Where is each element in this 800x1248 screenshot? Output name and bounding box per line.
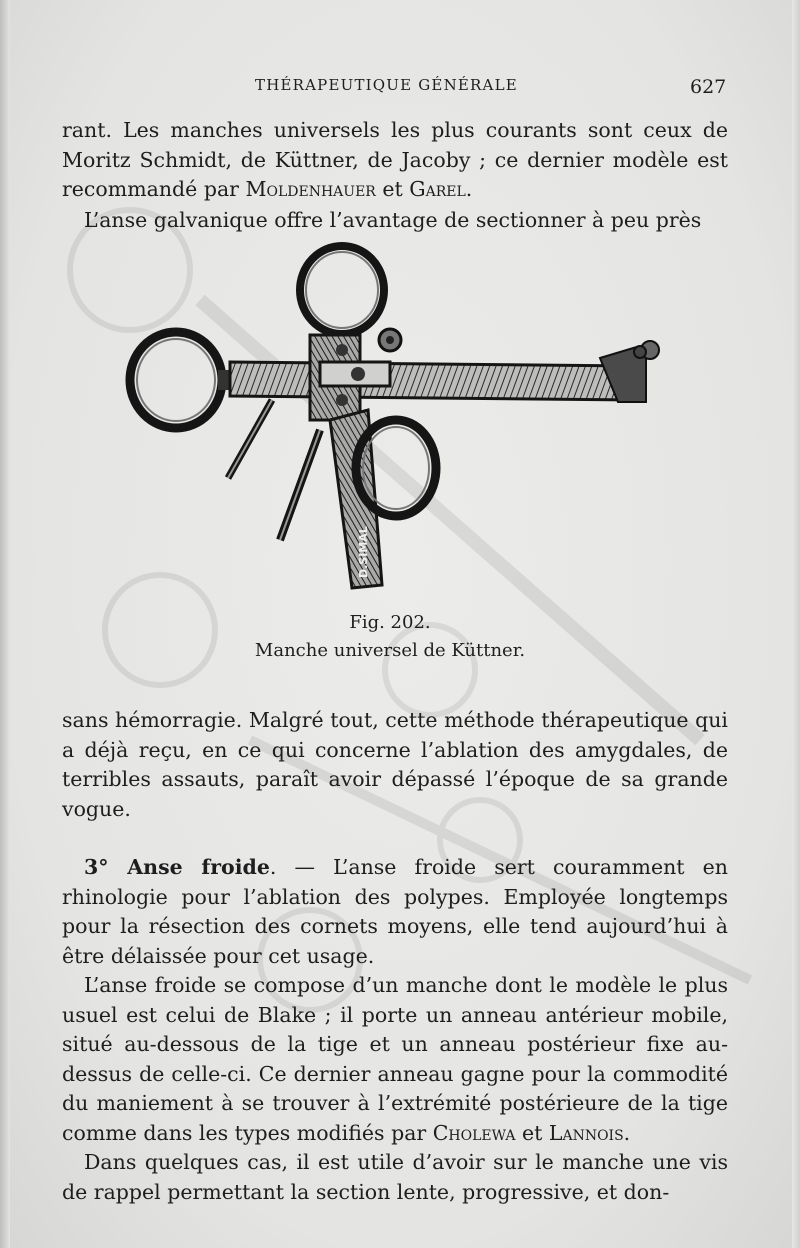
- page-number: 627: [690, 76, 727, 98]
- text-fragment: .: [623, 1120, 631, 1145]
- page-right-edge: [792, 0, 800, 1248]
- paragraph-continuation-top: [62, 116, 728, 205]
- text-line: L’anse galvanique offre l’avantage de sectionner à peu près: [84, 208, 702, 232]
- text-fragment: et: [515, 1120, 549, 1145]
- running-head: THÉRAPEUTIQUE GÉNÉRALE: [255, 76, 518, 94]
- figure-engraving-kuttner-handle: [120, 240, 680, 610]
- figure-caption: Manche universel de Küttner.: [254, 640, 526, 661]
- paragraph-vis-de-rappel: Dans quelques cas, il est utile d’avoir sur le manche une vis de rappel permettant la section lente, progressive, et don-: [62, 1150, 728, 1204]
- text-fragment: .: [465, 177, 473, 201]
- author-name: Moldenhauer: [245, 177, 376, 201]
- author-name: Lannois: [548, 1120, 624, 1145]
- text-fragment: L’anse froide se compose d’un manche dont le modèle le plus usuel est celui de Blake ; il porte un anneau antérieur mobile, situé au-dessous de la tige et un anneau postérieur fixe au-dessus de celle-ci. Ce dernier anneau gagne pour la commodité du maniement à se trouver à l’extrémité postérieure de la tige comme dans les types modifiés par: [62, 973, 728, 1145]
- section-heading: Anse froide: [127, 855, 270, 879]
- paragraph-sans-hemorragie: sans hémorragie. Malgré tout, cette méthode thérapeutique qui a déjà reçu, en ce qui concerne l’ablation des amygdales, de terribles assauts, paraît avoir dépassé l’époque de sa grande vogue.: [62, 708, 728, 821]
- author-name: Cholewa: [432, 1120, 516, 1145]
- author-name: Garel: [409, 177, 466, 201]
- text-line: est recommandé par: [62, 147, 728, 201]
- paragraph-blake: [62, 971, 728, 1148]
- text-line: rant. Les manches universels les plus courants sont ceux de: [62, 118, 728, 142]
- text-fragment: et: [375, 177, 410, 201]
- section-number: 3°: [84, 855, 128, 879]
- paragraph-anse-galvanique: [62, 206, 728, 236]
- section-text: . — L’anse froide sert couramment en rhinologie pour l’ablation des polypes. Employée longtemps pour la résection des cornets moyens, elle tend aujourd’hui à être délaissée pour cet usage.: [62, 855, 728, 968]
- section-anse-froide: [62, 853, 728, 971]
- text-line: Moritz Schmidt, de Küttner, de Jacoby ; ce dernier modèle: [62, 147, 689, 172]
- engraver-signature: D.SIMAL: [357, 526, 370, 578]
- figure-label: Fig. 202.: [349, 612, 431, 633]
